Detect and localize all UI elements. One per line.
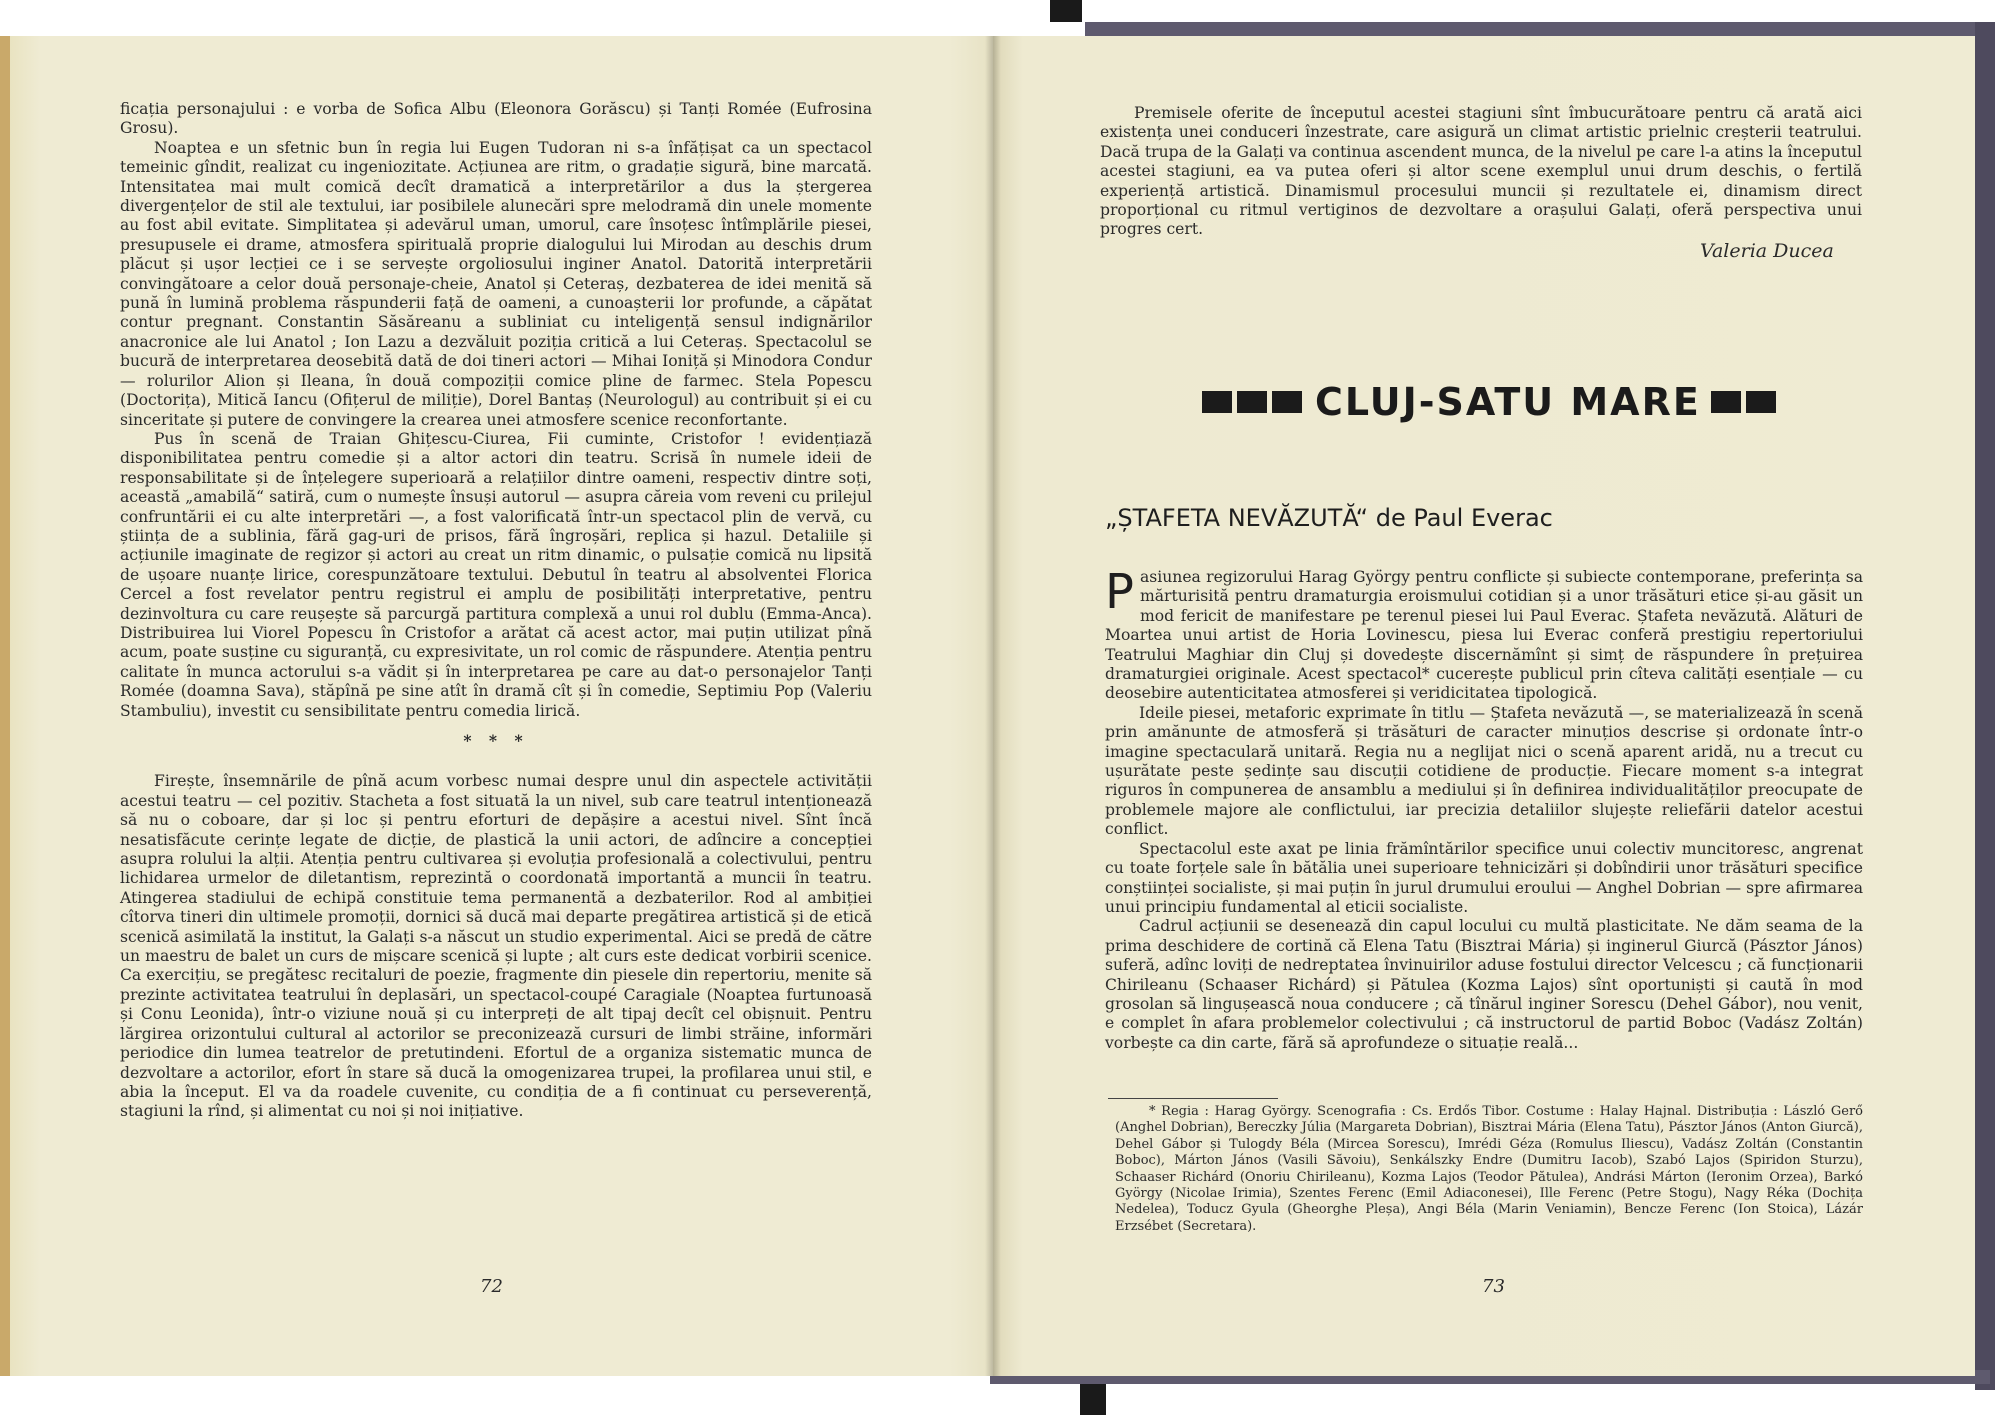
section-separator: * * *: [463, 731, 529, 750]
binding-clip-bottom: [1080, 1384, 1106, 1415]
paragraph: [1105, 564, 1863, 704]
article-body: [1105, 564, 1863, 1053]
section-heading: CLUJ-SATU MARE: [1315, 380, 1701, 424]
banner-square-icon: [1237, 391, 1267, 413]
footnote: [1115, 1104, 1863, 1235]
footnote-divider: [1108, 1098, 1278, 1099]
right-page-intro: [1100, 104, 1862, 240]
paragraph: Ideile piesei, metaforic exprimate în titlu — Ștafeta nevăzută —, se materializează în scenă prin amănunte de atmosferă și trăsături de caracter minuțios descrise și ordonate într-o imagine spectaculară unitară. Regia nu a neglijat nici o scenă aparent aridă, nu a trecut cu ușurătate peste ședințe sau discuții cotidiene de producție. Fiecare moment s-a integrat riguros în compunerea de ansamblu a mediului și în definirea individualităților preocupate de problemele majore ale conflictului, iar precizia detaliilor slujește reliefării datelor acestui conflict.: [1105, 703, 1863, 839]
paragraph: ficația personajului : e vorba de Sofica Albu (Eleonora Gorăscu) și Tanți Romée (Eufrosina Grosu).: [120, 100, 872, 138]
book-cover-edge-right: [1975, 22, 1995, 1390]
paragraph: Premisele oferite de începutul acestei stagiuni sînt îmbucurătoare pentru că arată aici existența unei conduceri înzestrate, care asigură un climat artistic prielnic creșterii teatrului. Dacă trupa de la Galați va continua ascendent munca, de la nivelul pe care l-a atins la începutul acestei stagiuni, ea va putea oferi și altor scene exemplul unui drum deschis, o fertilă experiență artistică. Dinamismul procesului muncii și rezultatele ei, dinamism direct proporțional cu ritmul vertiginos de dezvoltare a orașului Galați, oferă perspectiva unui progres cert.: [1100, 104, 1862, 239]
left-page-body: [120, 100, 872, 1122]
paragraph: Cadrul acțiunii se desenează din capul locului cu multă plasticitate. Ne dăm seama de la prima deschidere de cortină că Elena Tatu (Bisztrai Mária) și inginerul Giurcă (Pásztor János) suferă, adînc loviți de nedreptatea învinuirilor aduse fostului director Velcescu ; că funcționarii Chirileanu (Schaaser Richárd) și Pătulea (Kozma Lajos) sînt oportuniști și caută în mod grosolan să lingușească noua conducere ; că tînărul inginer Sorescu (Dehel Gábor), nou venit, e complet în afara problemelor colectivului ; că instructorul de partid Boboc (Vadász Zoltán) vorbește ca din carte, fără să aprofundeze o situație reală...: [1105, 917, 1863, 1052]
book-gutter: [985, 36, 1001, 1376]
paragraph: Spectacolul este axat pe linia frămîntărilor specifice unui colectiv muncitoresc, angrenat cu toate forțele sale în bătălia unei superioare tehnicizări și dobîndirii unor trăsături specifice conștiinței socialiste, și mai puțin în jurul drumului eroului — Anghel Dobrian — spre afirmarea unui principiu fundamental al eticii socialiste.: [1105, 839, 1863, 916]
banner-square-icon: [1202, 391, 1232, 413]
drop-cap: P: [1105, 564, 1134, 620]
banner-square-icon: [1746, 391, 1776, 413]
paragraph: Noaptea e un sfetnic bun în regia lui Eugen Tudoran ni s-a înfățișat ca un spectacol temeinic gîndit, realizat cu ingeniozitate. Acțiunea are ritm, o gradație sigură, bine marcată. Intensitatea mai mult comică decît dramatică a interpretărilor a dus la ștergerea divergențelor de stil ale textului, iar posibilele alunecări spre melodramă din unele momente au fost abil evitate. Simplitatea și adevărul uman, umorul, care însoțesc întîmplările piesei, presupusele ei drame, atmosfera spirituală proprie dialogului lui Mirodan au deschis drum plăcut și ușor lecției ce i se servește orgoliosului inginer Anatol. Datorită interpretării convingătoare a celor două personaje-cheie, Anatol și Ceteraș, dezbaterea de idei menită să pună în lumină problema răspunderii față de oameni, a cunoașterii lor profunde, a căpătat contur pregnant. Constantin Săsăreanu a subliniat cu inteligență sensul indignărilor anacronice ale lui Anatol ; Ion Lazu a dezvăluit poziția critică a lui Ceteraș. Spectacolul se bucură de interpretarea deosebită dată de doi tineri actori — Mihai Ioniță și Minodora Condur — rolurilor Alion și Ileana, în două compoziții comice pline de farmec. Stela Popescu (Doctorița), Mitică Iancu (Ofițerul de miliție), Dorel Bantaș (Neurologul) au contribuit și ei cu sinceritate și putere de convingere la crearea unei atmosfere scenice reconfortante.: [120, 138, 872, 429]
footnote-text: * Regia : Harag György. Scenografia : Cs. Erdős Tibor. Costume : Halay Hajnal. Distribuția : László Gerő (Anghel Dobrian), Bereczky Júlia (Margareta Dobrian), Bisztrai Mária (Elena Tatu), Pásztor János (Anton Giurcă), Dehel Gábor și Tulogdy Béla (Mircea Sorescu), Imrédi Géza (Romulus Iliescu), Vadász Zoltán (Constantin Boboc), Márton János (Vasili Săvoiu), Senkálszky Endre (Dumitru Iacob), Szabó Lajos (Spiridon Sturzu), Schaaser Richárd (Onoriu Chirileanu), Kozma Lajos (Teodor Pătulea), Andrási Márton (Ieronim Orzea), Barkó György (Nicolae Irimia), Szentes Ferenc (Emil Adiaconesei), Ille Ferenc (Petre Stogu), Nagy Réka (Dochița Nedelea), Toducz Gyula (Gheorghe Pleșa), Angi Béla (Marin Veniamin), Bencze Ferenc (Ion Stoica), Lázár Erzsébet (Secretara).: [1115, 1104, 1863, 1234]
section-banner: [1202, 376, 1962, 428]
paragraph: Pus în scenă de Traian Ghițescu-Ciurea, Fii cuminte, Cristofor ! evidențiază disponibilitatea pentru comedie și a altor actori din teatru. Scrisă în numele ideii de responsabilitate și de înțelegere superioară a relațiilor dintre oameni, respectiv dintre soți, această „amabilă“ satiră, cum o numește însuși autorul — asupra căreia vom reveni cu prilejul confruntării ei cu alte interpretări —, a fost valorificată într-un spectacol plin de vervă, cu știința de a sublinia, fără gag-uri de prisos, fără îngroșări, replica și hazul. Detaliile și acțiunile imaginate de regizor și actori au creat un ritm dinamic, o pulsație comică nu lipsită de ușoare nuanțe lirice, corespunzătoare textului. Debutul în teatru al absolventei Florica Cercel a fost revelator pentru registrul ei amplu de posibilități interpretative, pentru dezinvoltura cu care reușește să parcurgă partitura complexă a unui rol dublu (Emma-Anca). Distribuirea lui Viorel Popescu în Cristofor a arătat că acest actor, mai puțin utilizat pînă acum, poate susține cu siguranță, cu expresivitate, un rol comic de răspundere. Atenția pentru calitate în munca actorului s-a vădit și în interpretarea pe care au dat-o personajelor Tanți Romée (doamna Sava), stăpînă pe sine atît în dramă cît și în comedie, Septimiu Pop (Valeriu Stambuliu), investit cu sensibilitate pentru comedia lirică.: [120, 429, 872, 720]
author-signature: Valeria Ducea: [1700, 240, 1834, 262]
banner-square-icon: [1711, 391, 1741, 413]
book-cover-edge-top: [1085, 22, 1985, 36]
binding-clip-top: [1050, 0, 1082, 22]
page-number-left: 72: [480, 1276, 503, 1297]
article-title: „ȘTAFETA NEVĂZUTĂ“ de Paul Everac: [1105, 504, 1553, 532]
page-number-right: 73: [1482, 1276, 1505, 1297]
paragraph: Firește, însemnările de pînă acum vorbesc numai despre unul din aspectele activității acestui teatru — cel pozitiv. Stacheta a fost situată la un nivel, sub care teatrul intenționează să nu o coboare, dar și loc și pentru eforturi de depășire a acestui nivel. Sînt încă nesatisfăcute cerințe legate de dicție, de plastică la unii actori, de adîncire a concepției asupra rolului la alții. Atenția pentru cultivarea și evoluția profesională a colectivului, pentru lichidarea urmelor de diletantism, reprezintă o coordonată importantă a muncii în teatru. Atingerea stadiului de echipă constituie tema permanentă a dezbaterilor. Rod al ambiției cîtorva tineri din ultimele promoții, dornici să ducă mai departe pregătirea artistică și de etică scenică asimilată la institut, la Galați s-a născut un studio experimental. Aici se predă de către un maestru de balet un curs de mișcare scenică și lupte ; alt curs este dedicat vorbirii scenice. Ca exercițiu, se pregătesc recitaluri de poezie, fragmente din piesele din repertoriu, menite să prezinte activitatea teatrului în deplasări, un spectacol-coupé Caragiale (Noaptea furtunoasă și Conu Leonida), într-o viziune nouă și cu interpreți de alt tipaj decît cel obișnuit. Pentru lărgirea orizontului cultural al actorilor se preconizează cursuri de limbi străine, informări periodice din lumea teatrelor de pretutindeni. Efortul de a organiza sistematic munca de dezvoltare a actorilor, efort în stare să ducă la omogenizarea trupei, la profilarea unui stil, e abia la început. El va da roadele cuvenite, cu condiția de a fi continuat cu perseverență, stagiuni la rînd, și alimentat cu noi și noi inițiative.: [120, 772, 872, 1121]
paragraph-text: asiunea regizorului Harag György pentru conflicte și subiecte contemporane, preferința sa mărturisită pentru dramaturgia eroismului cotidian și a unor trăsături etice și-au găsit un mod fericit de manifestare pe terenul piesei lui Paul Everac. Ștafeta nevăzută. Alături de Moartea unui artist de Horia Lovinescu, piesa lui Everac conferă prestigiu repertoriului Teatrului Maghiar din Cluj și dovedește discernămînt și simț de răspundere în prețuirea dramaturgiei originale. Acest spectacol* cucerește publicul prin cîteva calități esențiale — cu deosebire autenticitatea atmosferei și veridicitatea tipologică.: [1105, 568, 1863, 703]
banner-square-icon: [1272, 391, 1302, 413]
